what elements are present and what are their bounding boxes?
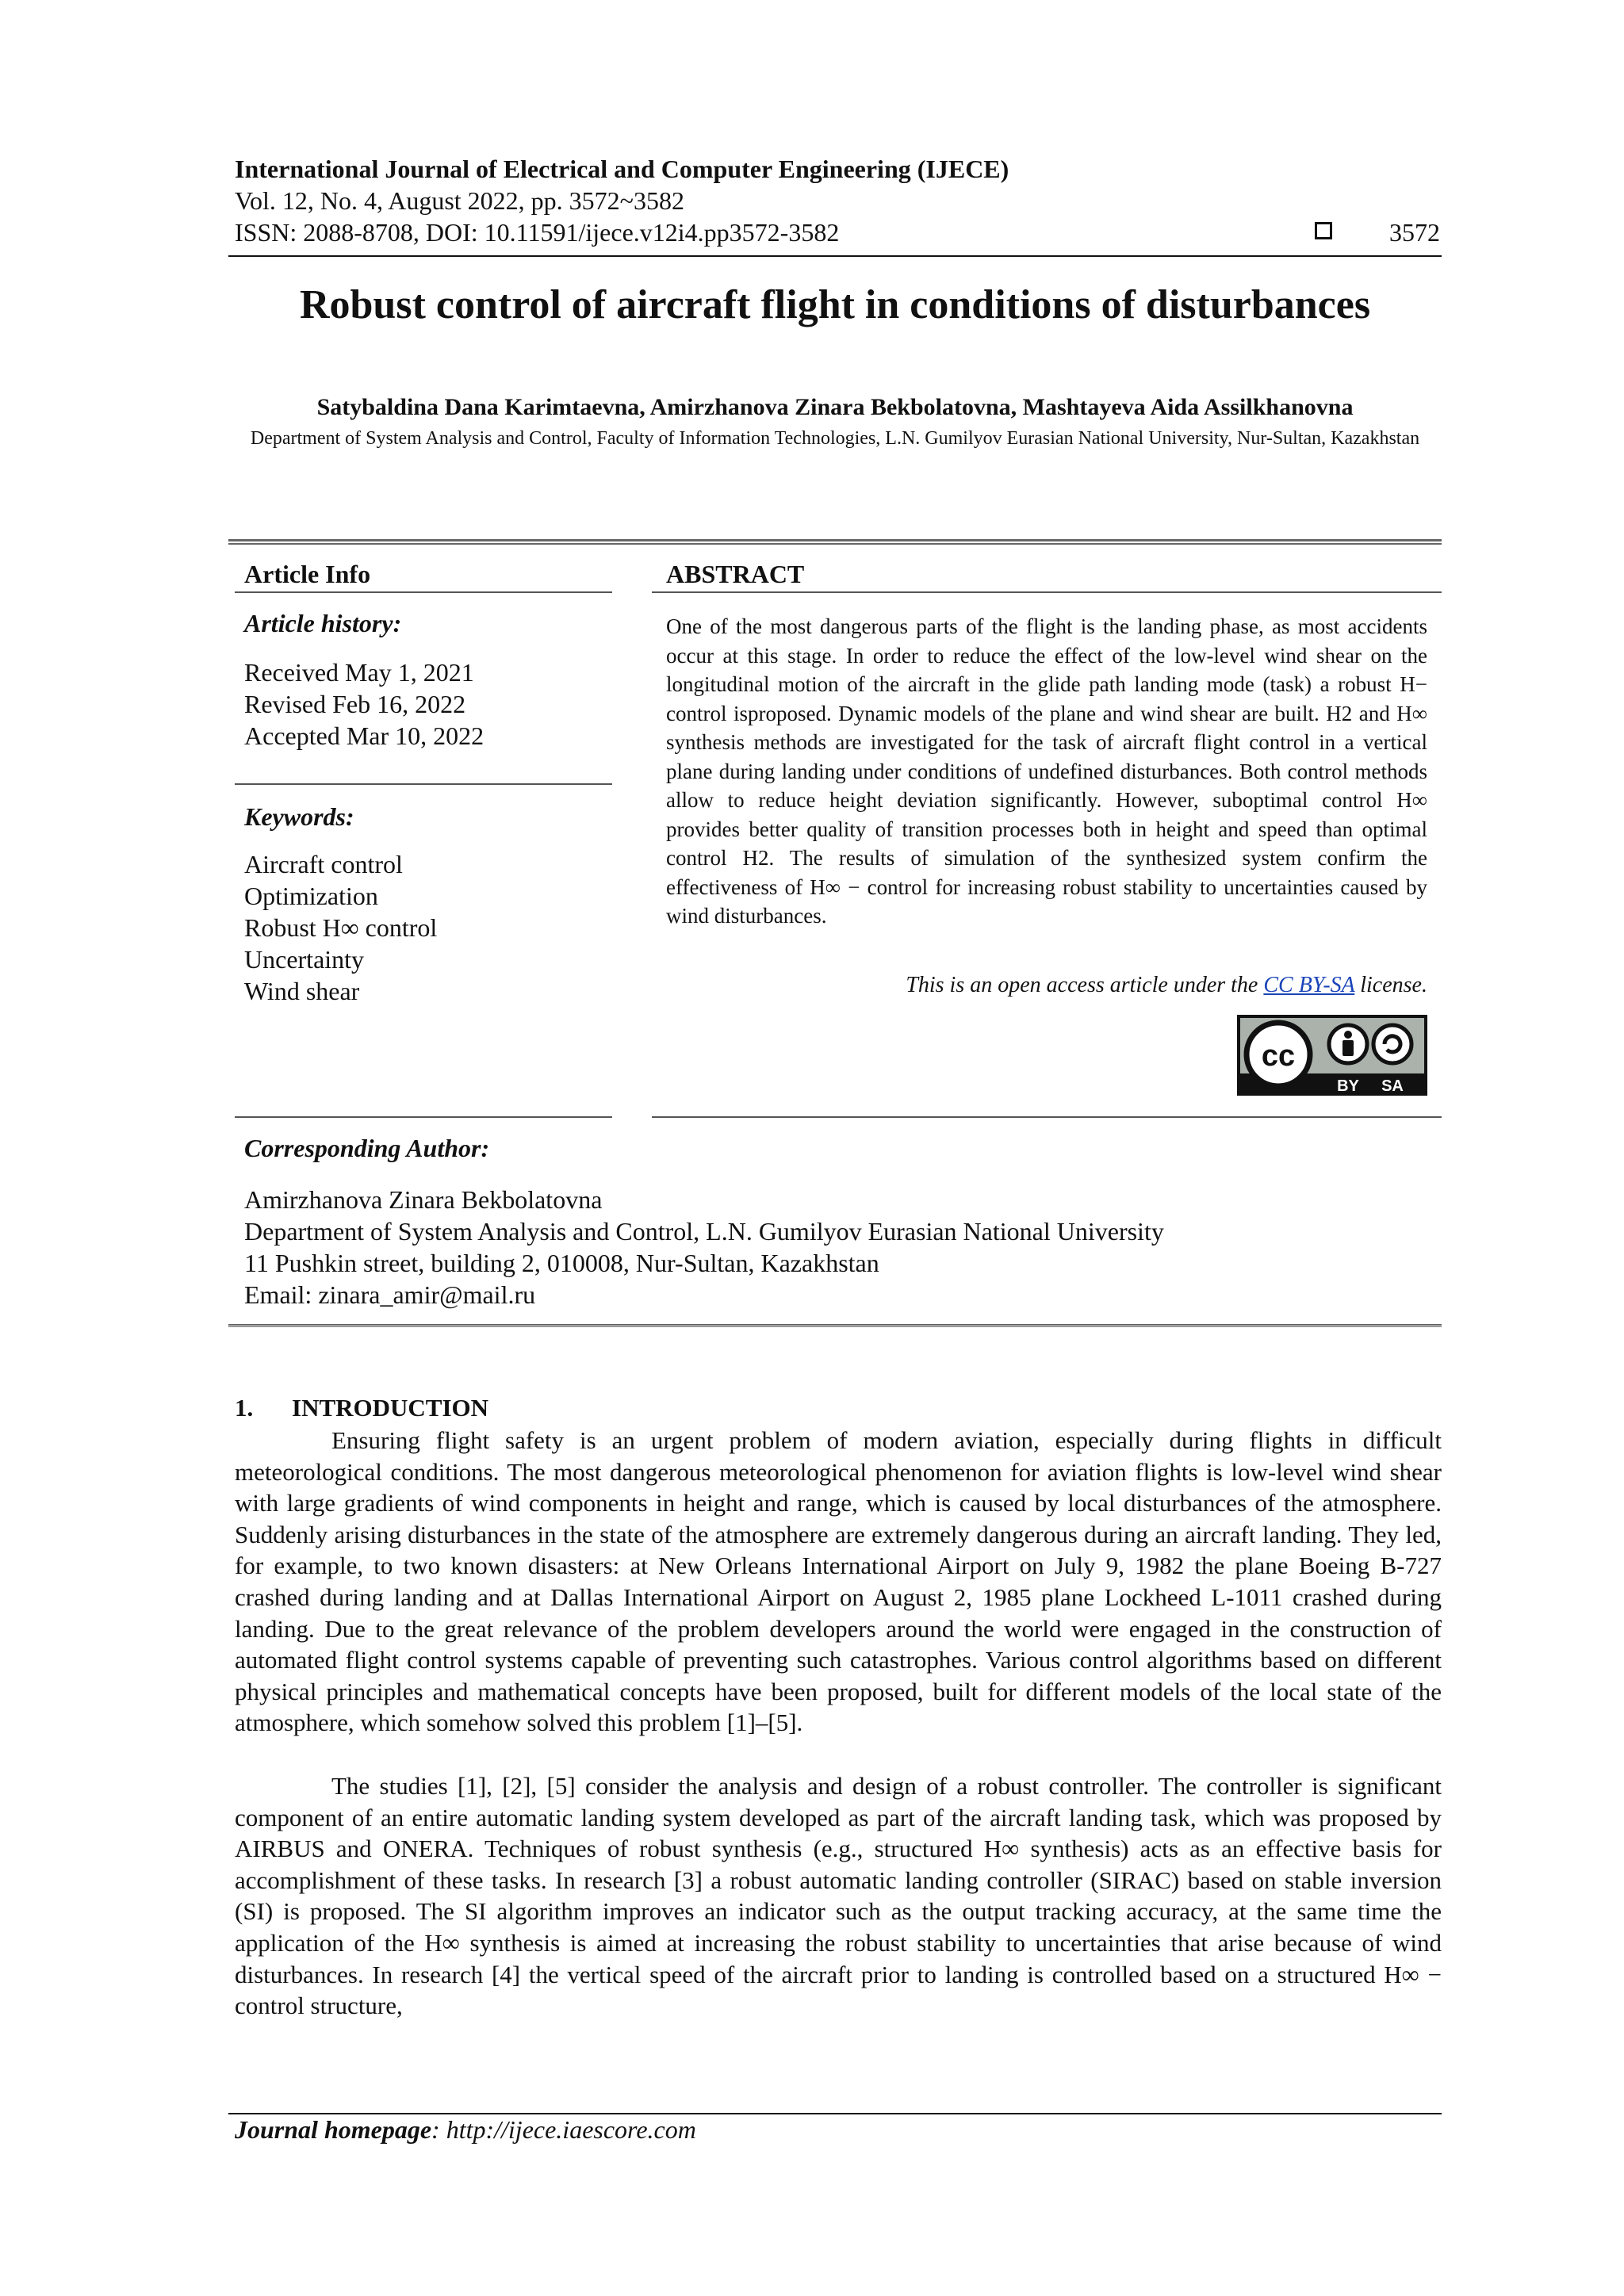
keyword-item: Robust H∞ control (244, 913, 438, 942)
abstract-rule (652, 591, 1442, 593)
cc-icon-label: cc (1261, 1039, 1296, 1073)
history-accepted: Accepted Mar 10, 2022 (244, 721, 485, 750)
abstract-bottom-rule (652, 1116, 1442, 1118)
section-heading (235, 1394, 488, 1422)
footer-label: Journal homepage (235, 2115, 432, 2144)
keyword-item: Uncertainty (244, 945, 365, 974)
cc-by-sa-license-badge[interactable] (1237, 1015, 1427, 1096)
affiliation: Department of System Analysis and Control, Faculty of Information Technologies, L.N. Gumilyov Eurasian National University, Nur-Sultan, Kazakhstan (250, 428, 1420, 449)
journal-volume: Vol. 12, No. 4, August 2022, pp. 3572~3582 (235, 186, 684, 215)
badge-by-label: BY (1337, 1077, 1359, 1095)
info-top-rule (228, 539, 1442, 545)
corresponding-address: 11 Pushkin street, building 2, 010008, Nur-Sultan, Kazakhstan (244, 1249, 879, 1277)
header-rule (228, 255, 1442, 257)
corresponding-heading: Corresponding Author: (244, 1134, 490, 1162)
journal-issn: ISSN: 2088-8708, DOI: 10.11591/ijece.v12i4.pp3572-3582 (235, 218, 840, 247)
info-bottom-rule (228, 1324, 1442, 1327)
keyword-item: Wind shear (244, 977, 360, 1005)
footer-url: : http://ijece.iaescore.com (431, 2115, 696, 2144)
history-heading: Article history: (244, 609, 402, 637)
keyword-item: Aircraft control (244, 850, 403, 878)
header-box-icon (1315, 222, 1332, 239)
corresponding-details (244, 1184, 1164, 1311)
keywords-heading: Keywords: (244, 802, 354, 831)
corresponding-email[interactable]: Email: zinara_amir@mail.ru (244, 1280, 536, 1309)
history-revised: Revised Feb 16, 2022 (244, 690, 466, 718)
attribution-head (1344, 1031, 1352, 1039)
attribution-body (1342, 1040, 1354, 1056)
badge-sa-label: SA (1381, 1077, 1404, 1095)
history-list (244, 656, 484, 752)
journal-homepage[interactable] (235, 2115, 696, 2145)
intro-paragraph-1: Ensuring flight safety is an urgent problem of modern aviation, especially during flights in difficult meteorological conditions. The most dangerous meteorological phenomenon for aviation flights is low-level wind shear with large gradients of wind components in height and range, which is caused by local disturbances of the atmosphere. Suddenly arising disturbances in the state of the atmosphere are extremely dangerous during an aircraft landing. They led, for example, to two known disasters: at New Orleans International Airport on July 9, 1982 the plane Boeing B-727 crashed during landing and at Dallas International Airport on August 2, 1985 plane Lockheed L-1011 crashed during landing. Due to the great relevance of the problem developers around the world were engaged in the construction of automated flight control systems capable of preventing such catastrophes. Various control algorithms based on different physical principles and mathematical concepts have been proposed, built for different models of the local state of the atmosphere, which somehow solved this problem [1]–[5]. (235, 1426, 1442, 1737)
license-note: This is an open access article under the CC BY-SA license. (906, 973, 1427, 997)
intro-paragraph-2: The studies [1], [2], [5] consider the analysis and design of a robust controller. The controller is significant component of an entire automatic landing system developed as part of the aircraft landing task, which was proposed by AIRBUS and ONERA. Techniques of robust synthesis (e.g., structured H∞ synthesis) acts as an effective basis for accomplishment of these tasks. In research [3] a robust automatic landing controller (SIRAC) based on stable inversion (SI) is proposed. The SI algorithm improves an indicator such as the output tracking accuracy, at the same time the application of the H∞ synthesis is aimed at increasing the robust stability to uncertainties that arise because of wind disturbances. In research [4] the vertical speed of the aircraft prior to landing is controlled based on a structured H∞ − control structure, (235, 1772, 1442, 2020)
page-number: 3572 (1389, 218, 1440, 247)
license-link[interactable]: CC BY-SA (1263, 973, 1355, 997)
abstract-text: One of the most dangerous parts of the flight is the landing phase, as most accidents occur at this stage. In order to reduce the effect of the low-level wind shear on the longitudinal motion of the aircraft in the glide path landing mode (task) a robust H− control isproposed. Dynamic models of the plane and wind shear are built. H2 and H∞ synthesis methods are investigated for the task of aircraft flight control in a vertical plane during landing under conditions of undefined disturbances. Both control methods allow to reduce height deviation significantly. However, suboptimal control H∞ provides better quality of transition processes both in height and speed than optimal control H2. The results of simulation of the synthesized system confirm the effectiveness of H∞ − control for increasing robust stability to uncertainties caused by wind disturbances. (666, 614, 1427, 928)
footer-rule (228, 2113, 1442, 2114)
section-number: 1. (235, 1394, 254, 1422)
section-title: INTRODUCTION (292, 1394, 489, 1422)
journal-name: International Journal of Electrical and Computer Engineering (IJECE) (235, 155, 1009, 183)
author-list: Satybaldina Dana Karimtaevna, Amirzhanova Zinara Bekbolatovna, Mashtayeva Aida Assilkhanovna (316, 394, 1354, 420)
share-alike-icon (1373, 1025, 1411, 1063)
keywords-rule (235, 1116, 612, 1118)
corresponding-department: Department of System Analysis and Control, L.N. Gumilyov Eurasian National University (244, 1217, 1164, 1246)
keywords-list (244, 848, 437, 1007)
paper-title: Robust control of aircraft flight in conditions of disturbances (299, 282, 1371, 327)
article-info-heading: Article Info (244, 560, 371, 588)
keyword-item: Optimization (244, 882, 378, 910)
history-rule (235, 783, 612, 785)
corresponding-name: Amirzhanova Zinara Bekbolatovna (244, 1185, 603, 1214)
history-received: Received May 1, 2021 (244, 658, 474, 687)
article-info-rule (235, 591, 612, 593)
abstract-heading: ABSTRACT (666, 560, 805, 588)
